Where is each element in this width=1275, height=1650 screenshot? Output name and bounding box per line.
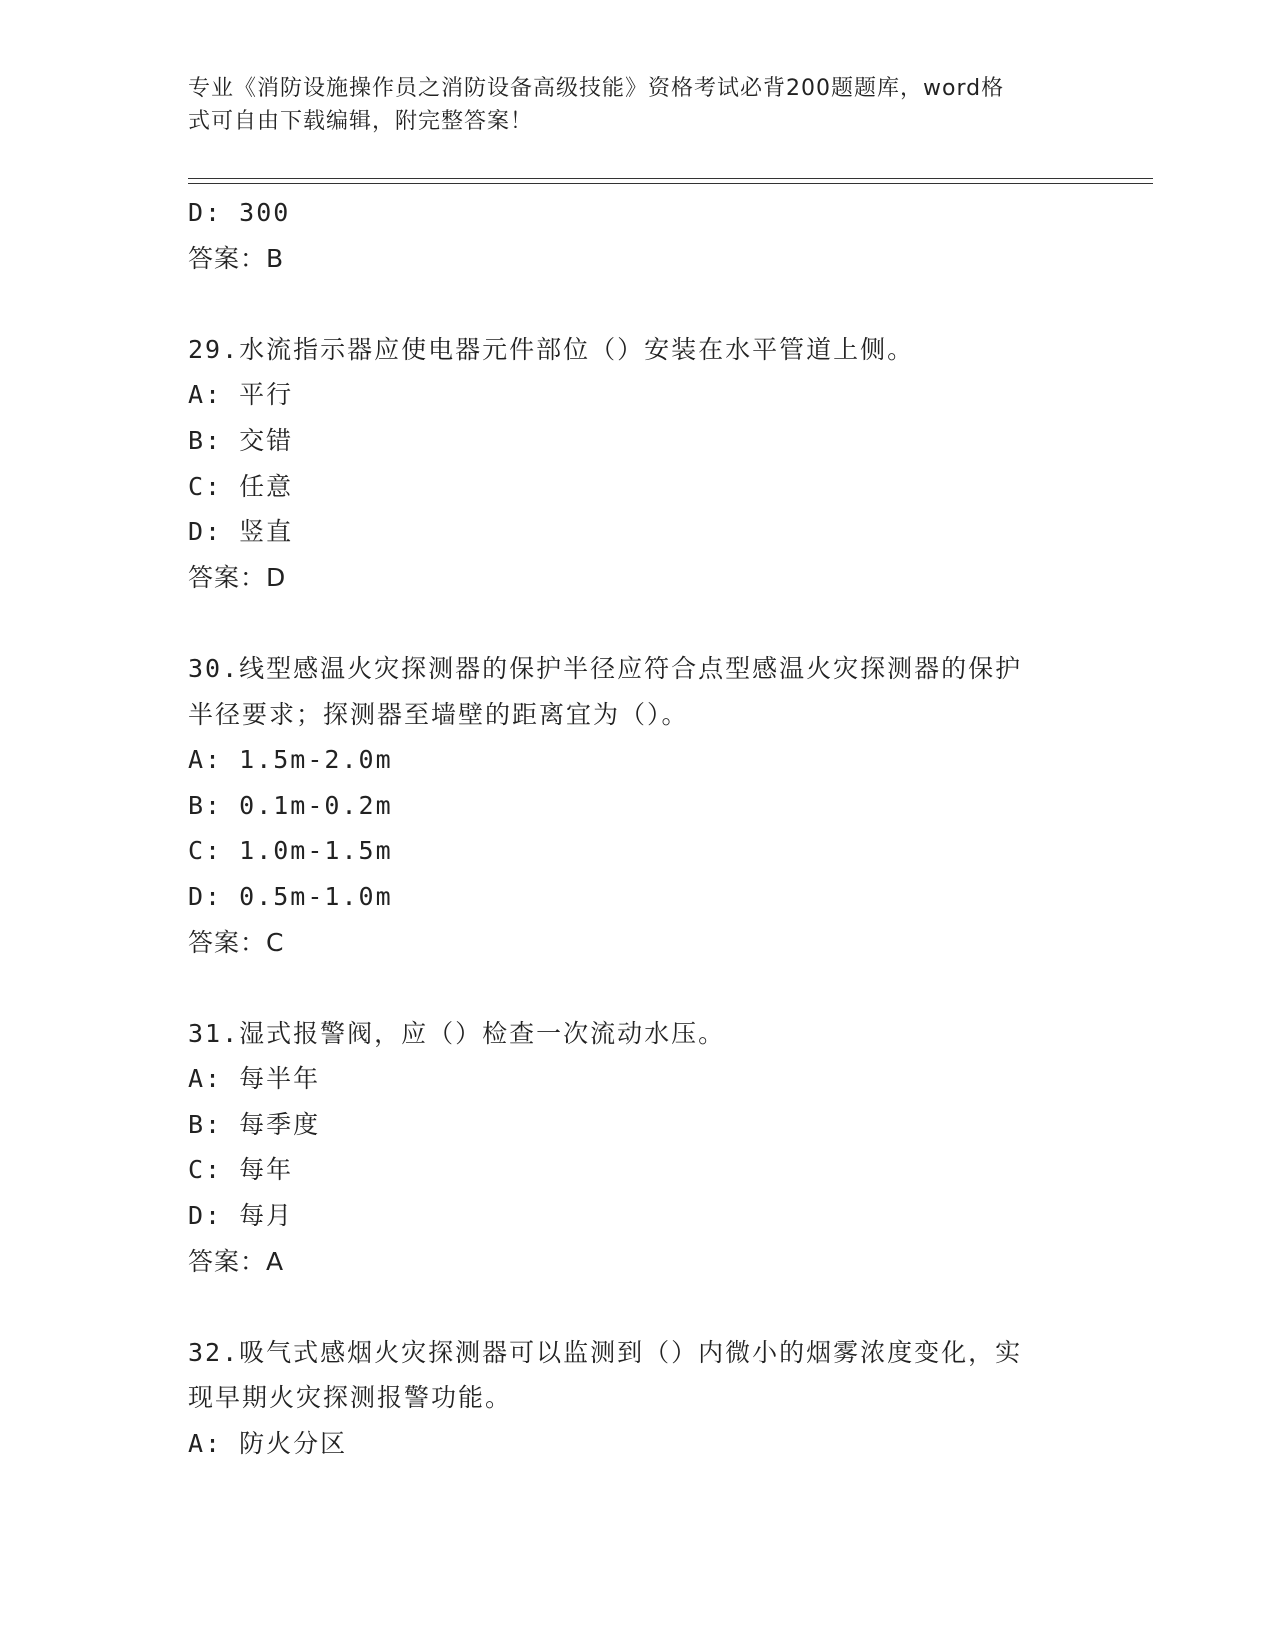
question-stem-line-1: 32.吸气式感烟火灾探测器可以监测到（）内微小的烟雾浓度变化，实 [188,1337,1023,1367]
option-d: D: 竖直 [188,517,294,547]
option-c: C: 每年 [188,1155,294,1185]
question-stem-line-2: 现早期火灾探测报警功能。 [188,1383,513,1413]
option-a: A: 平行 [188,380,294,410]
spacer [188,965,1088,1011]
answer: 答案：C [188,927,285,957]
answer: 答案：B [188,243,285,273]
option-c: C: 1.0m-1.5m [188,836,393,866]
question-28-tail [188,190,1088,281]
header-divider-bottom [188,183,1153,184]
question-stem-line-2: 半径要求；探测器至墙壁的距离宜为（）。 [188,699,689,729]
option-c: C: 任意 [188,471,294,501]
question-stem-line-1: 30.线型感温火灾探测器的保护半径应符合点型感温火灾探测器的保护 [188,653,1023,683]
question-31 [188,1011,1088,1285]
option-a: A: 防火分区 [188,1429,348,1459]
option-b: B: 每季度 [188,1109,321,1139]
option-b: B: 0.1m-0.2m [188,790,393,820]
header-divider-top [188,178,1153,179]
question-32 [188,1330,1088,1467]
option-a: A: 1.5m-2.0m [188,745,393,775]
question-29 [188,327,1088,601]
answer: 答案：D [188,562,287,592]
option-a: A: 每半年 [188,1064,321,1094]
option-b: B: 交错 [188,425,294,455]
option-d: D: 0.5m-1.0m [188,881,393,911]
document-header [188,72,1078,138]
option-d: D: 300 [188,198,291,227]
spacer [188,600,1088,646]
question-30 [188,646,1088,965]
answer: 答案：A [188,1246,285,1276]
question-stem: 31.湿式报警阀，应（）检查一次流动水压。 [188,1018,726,1048]
question-stem: 29.水流指示器应使电器元件部位（）安装在水平管道上侧。 [188,334,915,364]
question-list [188,190,1088,1467]
header-line-1: 专业《消防设施操作员之消防设备高级技能》资格考试必背200题题库，word格 [188,76,1005,101]
spacer [188,1284,1088,1330]
header-line-2: 式可自由下载编辑，附完整答案！ [188,109,534,134]
option-d: D: 每月 [188,1201,294,1231]
spacer [188,281,1088,327]
